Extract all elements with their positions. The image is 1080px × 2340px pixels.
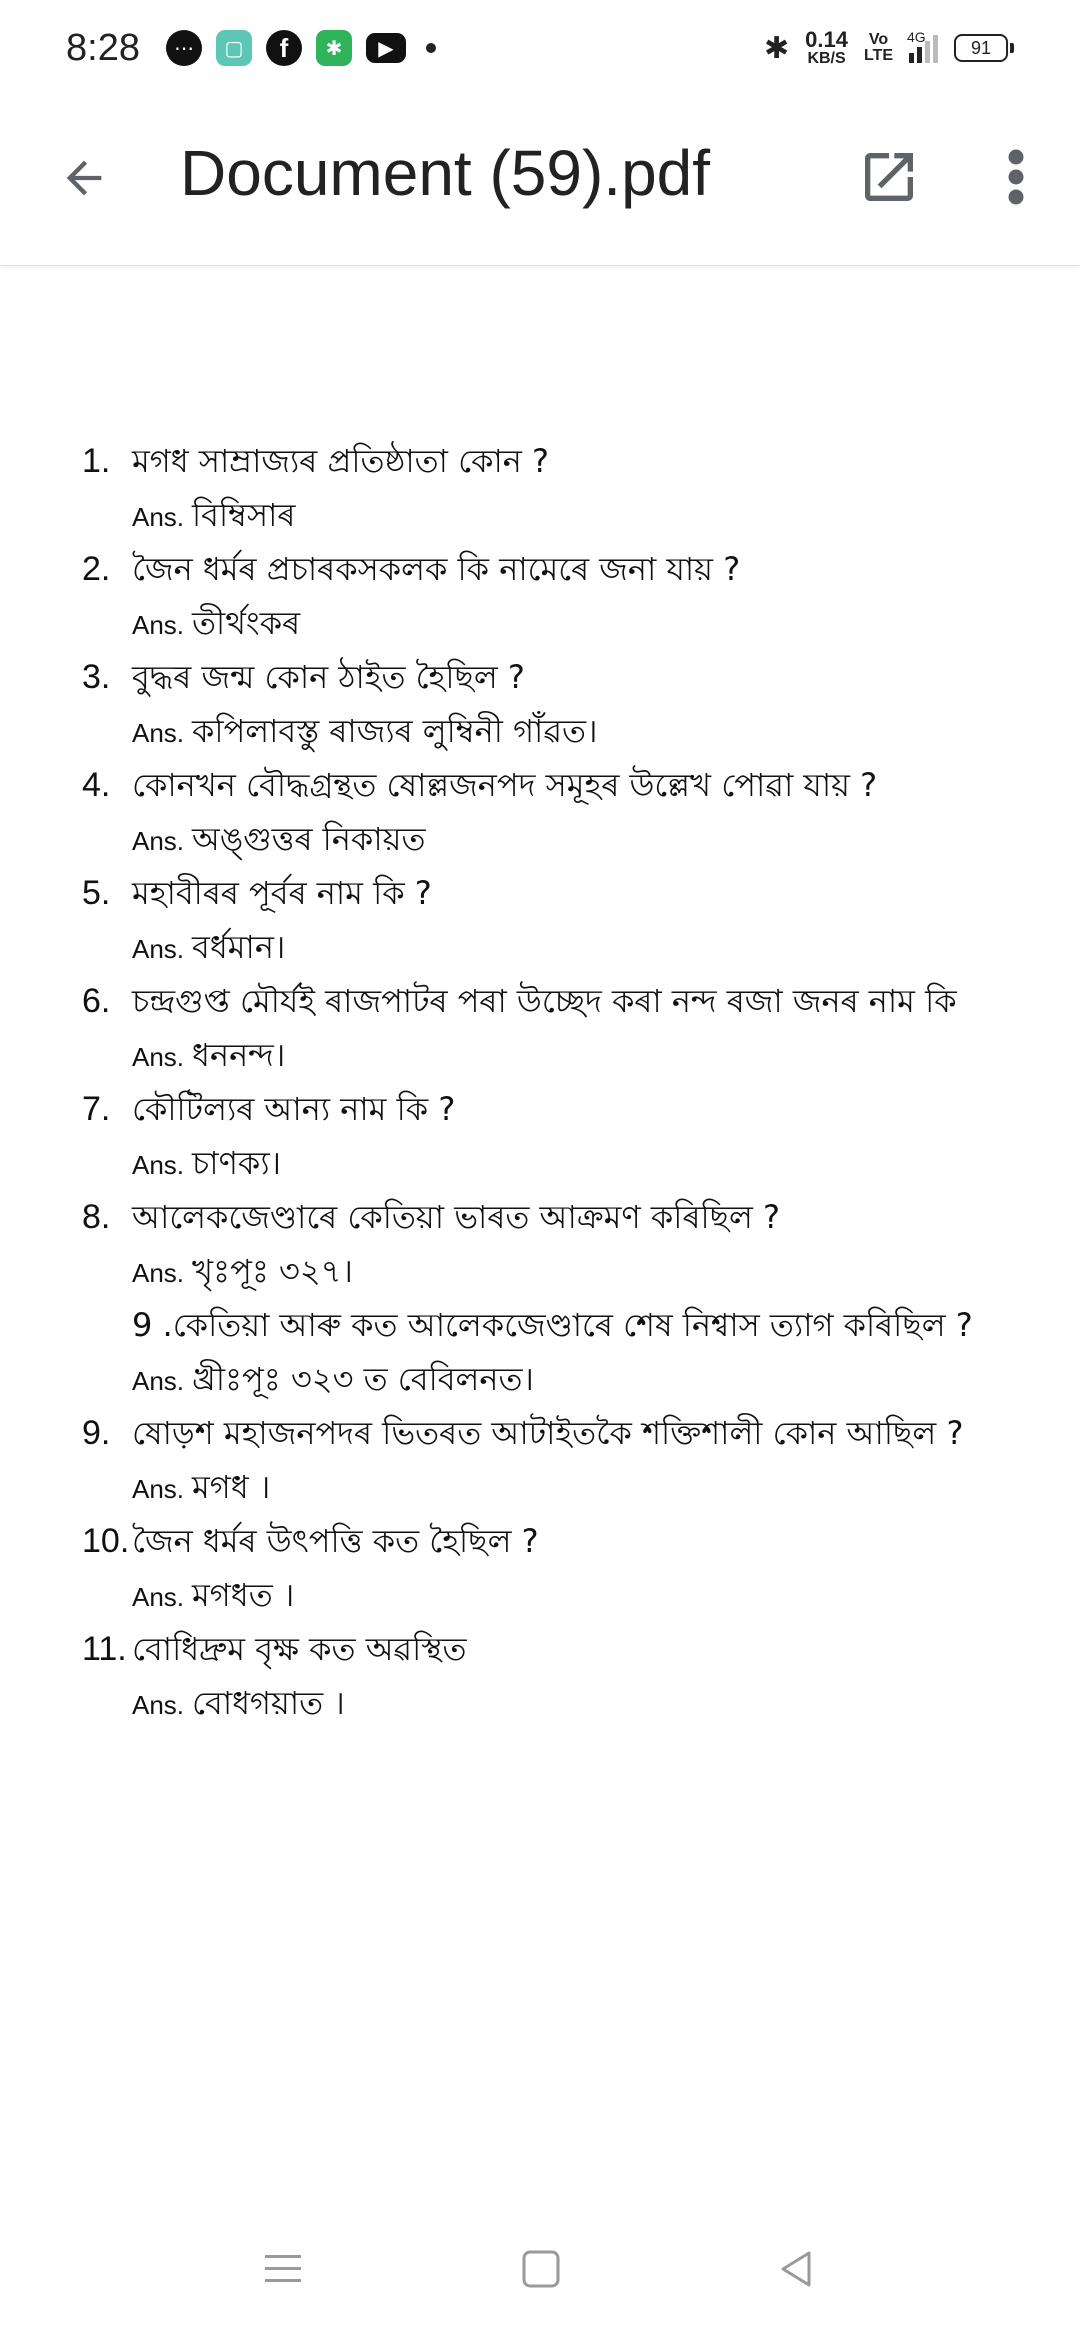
answer-label: Ans. <box>132 1582 185 1612</box>
answer-text: কপিলাবস্তু ৰাজ্যৰ লুম্বিনী গাঁৱত। <box>192 712 598 750</box>
answer-text: মগধত । <box>192 1576 295 1614</box>
volte-bottom: LTE <box>863 47 893 64</box>
question-number: 8. <box>82 1198 111 1236</box>
volte-top: Vo <box>868 31 889 48</box>
more-notifications-icon <box>426 43 436 53</box>
question-text: 9 .কেতিয়া আৰু কত আলেকজেণ্ডাৰে শেষ নিশ্বাস ত্যাগ কৰিছিল ? <box>132 1306 973 1344</box>
question-row <box>82 544 1042 598</box>
back-button[interactable] <box>52 146 116 210</box>
android-app-icon: ✱ <box>316 30 352 66</box>
pdf-page[interactable] <box>0 266 1080 2206</box>
answer-row <box>82 490 1042 544</box>
status-bar <box>0 0 1080 96</box>
question-row <box>82 1408 1042 1462</box>
question-text: কোনখন বৌদ্ধগ্ৰন্থত ষোল্লজনপদ সমূহৰ উল্লেখ পোৱা যায় ? <box>132 766 878 804</box>
notification-icons <box>166 30 436 66</box>
answer-label: Ans. <box>132 502 185 532</box>
question-row <box>82 1516 1042 1570</box>
menu-icon <box>261 2249 305 2289</box>
answer-label: Ans. <box>132 934 185 964</box>
answer-row <box>82 814 1042 868</box>
question-text: চন্দ্ৰগুপ্ত মৌৰ্যই ৰাজপাটৰ পৰা উচ্ছেদ কৰা নন্দ ৰজা জনৰ নাম কি <box>132 982 957 1020</box>
answer-label: Ans. <box>132 1366 185 1396</box>
question-number: 10. <box>82 1522 130 1560</box>
answer-text: তীৰ্থংকৰ <box>192 604 301 642</box>
signal-icon <box>907 29 938 63</box>
answer-label: Ans. <box>132 1042 185 1072</box>
signal-bar <box>917 47 922 63</box>
answer-label: Ans. <box>132 1474 185 1504</box>
answer-row <box>82 1354 1042 1408</box>
answer-row <box>82 1678 1042 1732</box>
question-text: বুদ্ধৰ জন্ম কোন ঠাইত হৈছিল ? <box>132 658 525 696</box>
answer-text: খ্ৰীঃপূঃ ৩২৩ ত বেবিলনত। <box>192 1360 534 1398</box>
more-options-button[interactable] <box>996 144 1036 210</box>
signal-bar <box>933 35 938 63</box>
question-row <box>82 1192 1042 1246</box>
signal-bar <box>925 41 930 63</box>
open-with-button[interactable] <box>856 144 922 210</box>
question-row <box>82 1084 1042 1138</box>
answer-label: Ans. <box>132 1258 185 1288</box>
app-bar <box>0 96 1080 266</box>
signal-bar <box>909 53 914 63</box>
answer-text: বিম্বিসাৰ <box>192 496 296 534</box>
question-row <box>82 868 1042 922</box>
question-row <box>82 760 1042 814</box>
answer-label: Ans. <box>132 1690 185 1720</box>
question-row <box>82 652 1042 706</box>
question-text: কৌটিল্যৰ আন্য নাম কি ? <box>132 1090 456 1128</box>
answer-label: Ans. <box>132 826 185 856</box>
question-number: 5. <box>82 874 111 912</box>
question-number: 6. <box>82 982 111 1020</box>
answer-label: Ans. <box>132 1150 185 1180</box>
question-row <box>82 976 1042 1030</box>
app-icon: ▢ <box>216 30 252 66</box>
answer-text: ধননন্দ। <box>192 1036 286 1074</box>
answer-text: মগধ । <box>192 1468 271 1506</box>
system-nav-bar <box>0 2220 1080 2320</box>
answer-label: Ans. <box>132 718 185 748</box>
network-type: 4G <box>907 29 926 45</box>
answer-row <box>82 1570 1042 1624</box>
question-row <box>82 436 1042 490</box>
battery-icon <box>954 34 1014 62</box>
answer-text: বোধগয়াত । <box>192 1684 345 1722</box>
answer-label: Ans. <box>132 610 185 640</box>
question-number: 4. <box>82 766 111 804</box>
youtube-icon: ▶ <box>366 33 406 63</box>
answer-text: চাণক্য। <box>192 1144 282 1182</box>
volte-icon <box>864 32 893 64</box>
question-number: 2. <box>82 550 111 588</box>
qa-list <box>82 436 1042 1732</box>
status-time: 8:28 <box>66 26 140 69</box>
question-number: 1. <box>82 442 111 480</box>
question-text: মগধ সাম্রাজ্যৰ প্ৰতিষ্ঠাতা কোন ? <box>132 442 549 480</box>
answer-text: খৃঃপূঃ ৩২৭। <box>192 1252 353 1290</box>
answer-row <box>82 922 1042 976</box>
question-text: আলেকজেণ্ডাৰে কেতিয়া ভাৰত আক্ৰমণ কৰিছিল ? <box>132 1198 781 1236</box>
messaging-icon: ⋯ <box>166 30 202 66</box>
document-title: Document (59).pdf <box>180 137 711 209</box>
answer-text: অঙ্গুত্তৰ নিকায়ত <box>192 820 426 858</box>
answer-row <box>82 598 1042 652</box>
question-number: 3. <box>82 658 111 696</box>
status-right <box>764 29 1014 67</box>
question-text: মহাবীৰৰ পূৰ্বৰ নাম কি ? <box>132 874 432 912</box>
facebook-icon: f <box>266 30 302 66</box>
question-number: 7. <box>82 1090 111 1128</box>
question-number: 11. <box>82 1630 127 1668</box>
question-text: ষোড়শ মহাজনপদৰ ভিতৰত আটাইতকৈ শক্তিশালী কোন আছিল ? <box>132 1414 964 1452</box>
battery-level: 91 <box>954 34 1008 62</box>
speed-value: 0.14 <box>805 27 848 52</box>
network-speed <box>805 29 848 67</box>
bluetooth-icon: ✱ <box>764 30 790 66</box>
question-row <box>82 1624 1042 1678</box>
question-row <box>82 1300 1042 1354</box>
answer-row <box>82 1030 1042 1084</box>
arrow-back-icon <box>58 152 110 204</box>
recents-button[interactable] <box>248 2234 318 2304</box>
back-nav-button[interactable] <box>762 2234 832 2304</box>
square-icon <box>519 2247 563 2291</box>
question-text: জৈন ধৰ্মৰ উৎপত্তি কত হৈছিল ? <box>132 1522 539 1560</box>
question-number: 9. <box>82 1414 111 1452</box>
answer-text: বৰ্ধমান। <box>192 928 286 966</box>
more-vert-icon <box>1006 147 1026 207</box>
speed-unit: KB/S <box>807 50 846 67</box>
answer-row <box>82 706 1042 760</box>
answer-row <box>82 1246 1042 1300</box>
triangle-back-icon <box>775 2247 819 2291</box>
question-text: জৈন ধৰ্মৰ প্ৰচাৰকসকলক কি নামেৰে জনা যায় ? <box>132 550 741 588</box>
answer-row <box>82 1138 1042 1192</box>
open-in-new-icon <box>857 145 921 209</box>
answer-row <box>82 1462 1042 1516</box>
home-button[interactable] <box>506 2234 576 2304</box>
question-text: বোধিদ্ৰুম বৃক্ষ কত অৱস্থিত <box>132 1630 467 1668</box>
